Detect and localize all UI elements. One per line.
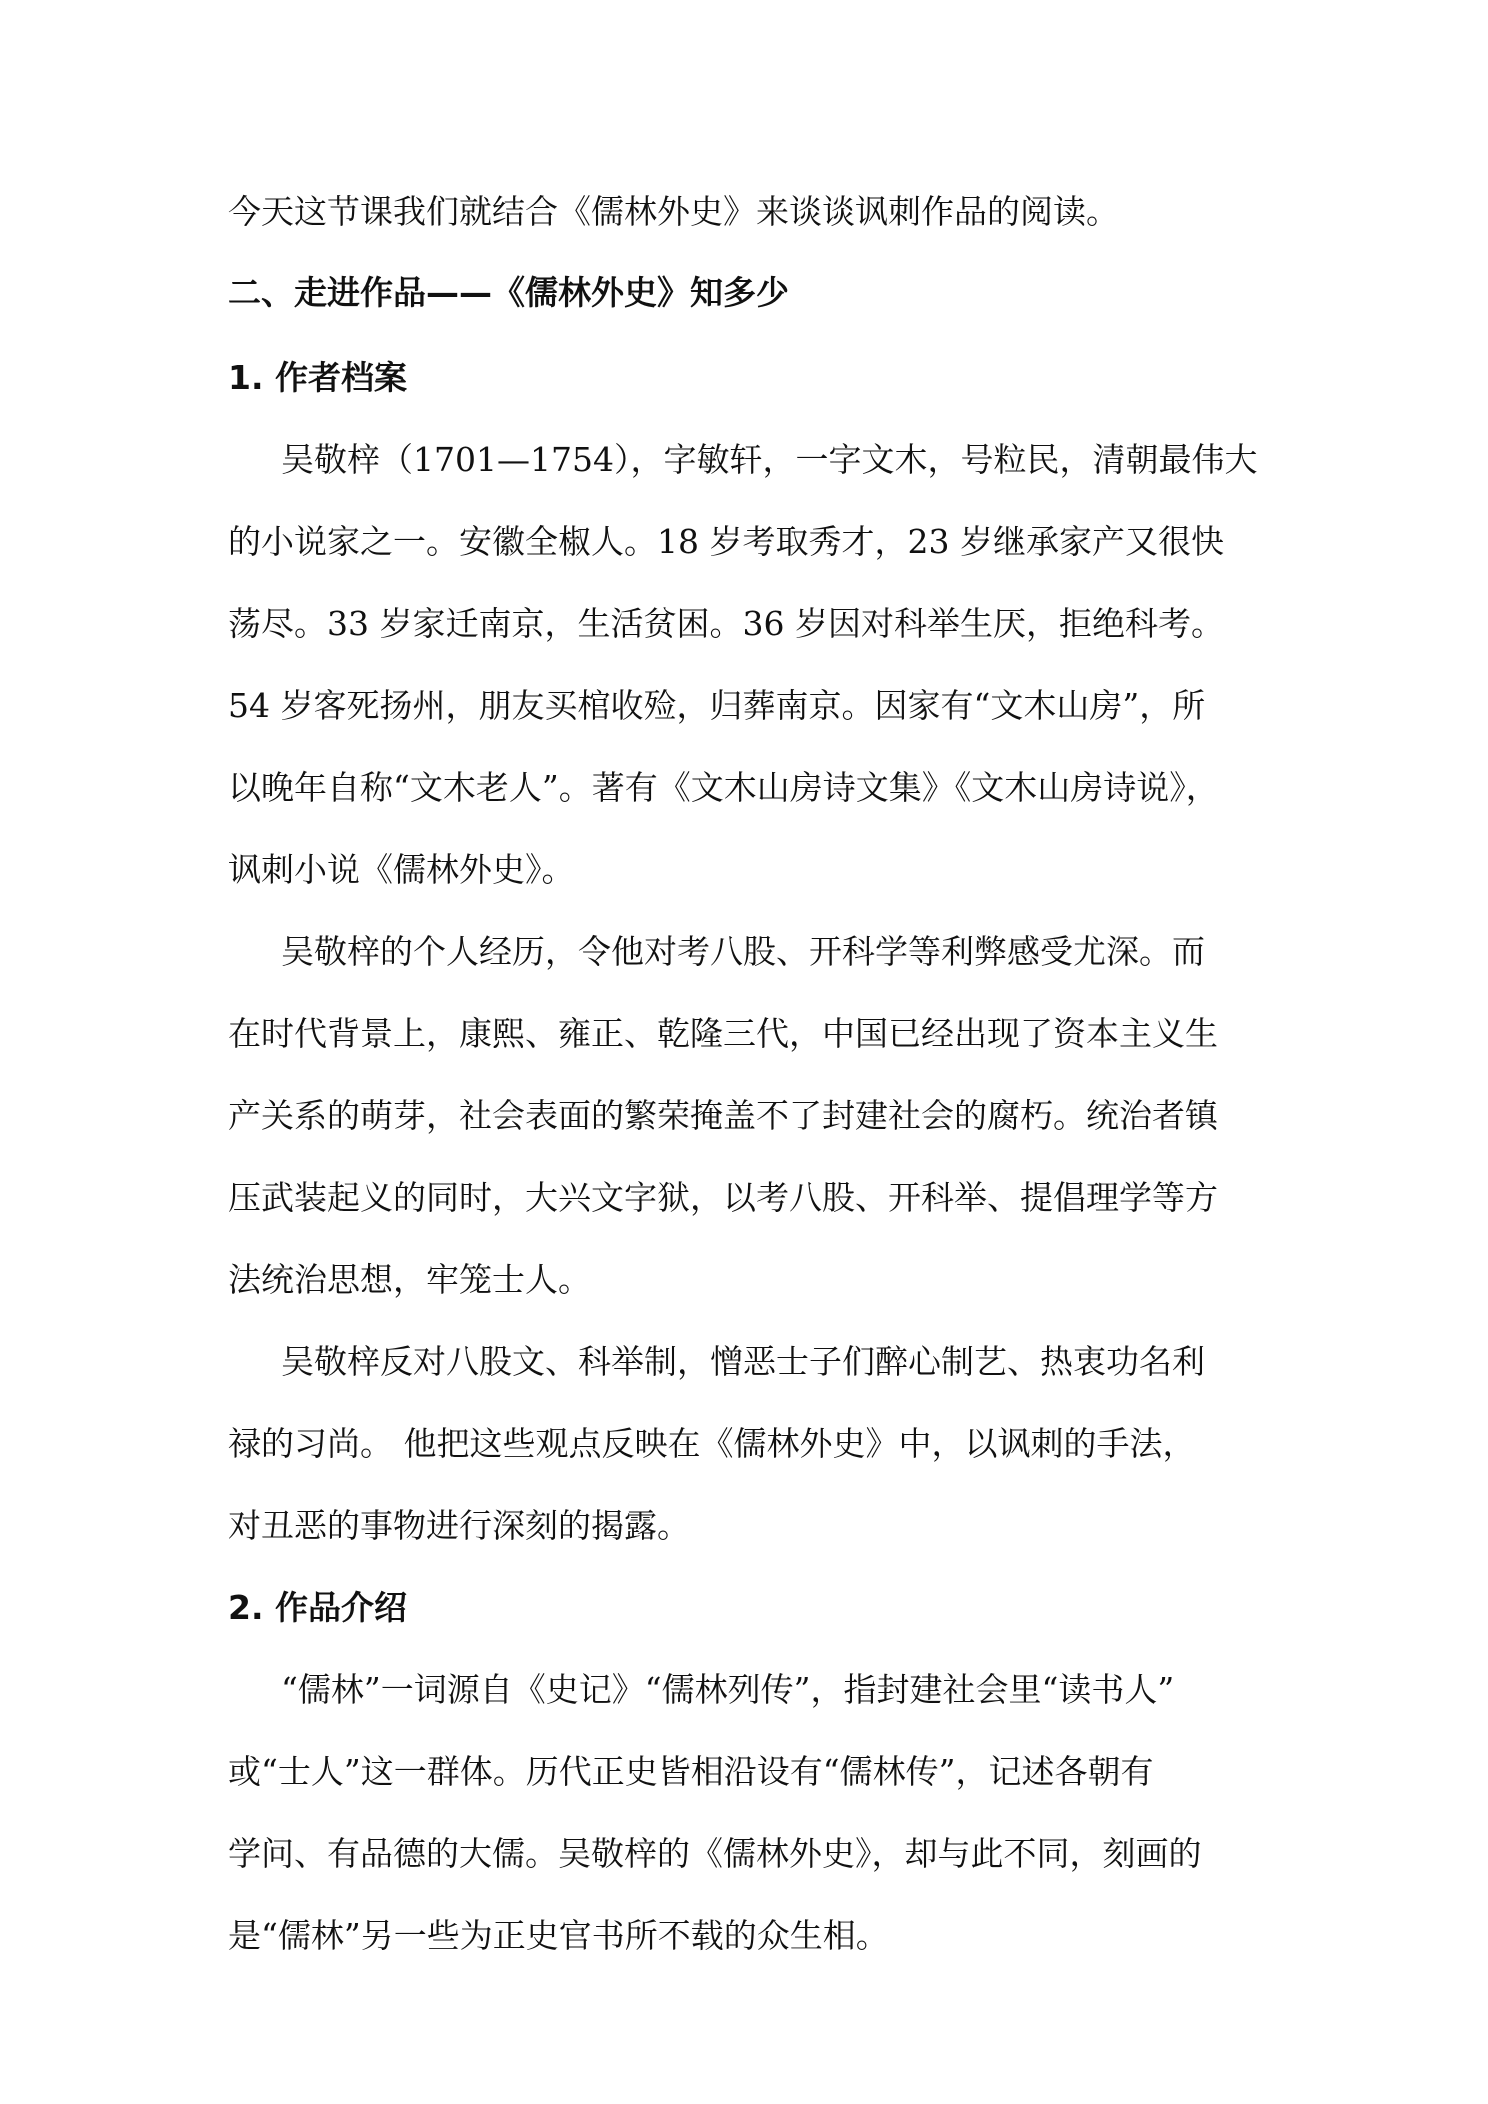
paragraph-line: 吴敬梓的个人经历，令他对考八股、开科学等利弊感受尤深。而 — [281, 932, 1205, 971]
paragraph-line: 吴敬梓（1701—1754），字敏轩，一字文木，号粒民，清朝最伟大 — [281, 440, 1258, 479]
paragraph-line: 学问、有品德的大儒。吴敬梓的《儒林外史》，却与此不同，刻画的 — [228, 1834, 1202, 1873]
paragraph-line: 对丑恶的事物进行深刻的揭露。 — [228, 1506, 690, 1545]
paragraph-line: 荡尽。33 岁家迁南京，生活贫困。36 岁因对科举生厌，拒绝科考。 — [228, 604, 1224, 643]
section-heading: 二、走进作品——《儒林外史》知多少 — [228, 273, 789, 312]
subsection-heading-work: 2. 作品介绍 — [228, 1588, 407, 1627]
paragraph-line: 的小说家之一。安徽全椒人。18 岁考取秀才，23 岁继承家产又很快 — [228, 522, 1224, 561]
paragraph-line: 讽刺小说《儒林外史》。 — [228, 850, 575, 889]
paragraph-line: 禄的习尚。 他把这些观点反映在《儒林外史》中，以讽刺的手法， — [228, 1424, 1196, 1463]
paragraph-line: 是“儒林”另一些为正史官书所不载的众生相。 — [228, 1916, 889, 1955]
paragraph-line: 在时代背景上，康熙、雍正、乾隆三代，中国已经出现了资本主义生 — [228, 1014, 1218, 1053]
intro-line: 今天这节课我们就结合《儒林外史》来谈谈讽刺作品的阅读。 — [228, 192, 1119, 231]
paragraph-line: 压武装起义的同时，大兴文字狱，以考八股、开科举、提倡理学等方 — [228, 1178, 1218, 1217]
paragraph-line: “儒林”一词源自《史记》“儒林列传”，指封建社会里“读书人” — [281, 1670, 1175, 1709]
paragraph-line: 法统治思想，牢笼士人。 — [228, 1260, 591, 1299]
paragraph-line: 或“士人”这一群体。历代正史皆相沿设有“儒林传”，记述各朝有 — [228, 1752, 1154, 1791]
subsection-heading-author: 1. 作者档案 — [228, 358, 407, 397]
paragraph-line: 54 岁客死扬州，朋友买棺收殓，归葬南京。因家有“文木山房”，所 — [228, 686, 1206, 725]
paragraph-line: 产关系的萌芽，社会表面的繁荣掩盖不了封建社会的腐朽。统治者镇 — [228, 1096, 1218, 1135]
paragraph-line: 以晚年自称“文木老人”。著有《文木山房诗文集》《文木山房诗说》， — [228, 768, 1219, 807]
paragraph-line: 吴敬梓反对八股文、科举制，憎恶士子们醉心制艺、热衷功名利 — [281, 1342, 1205, 1381]
